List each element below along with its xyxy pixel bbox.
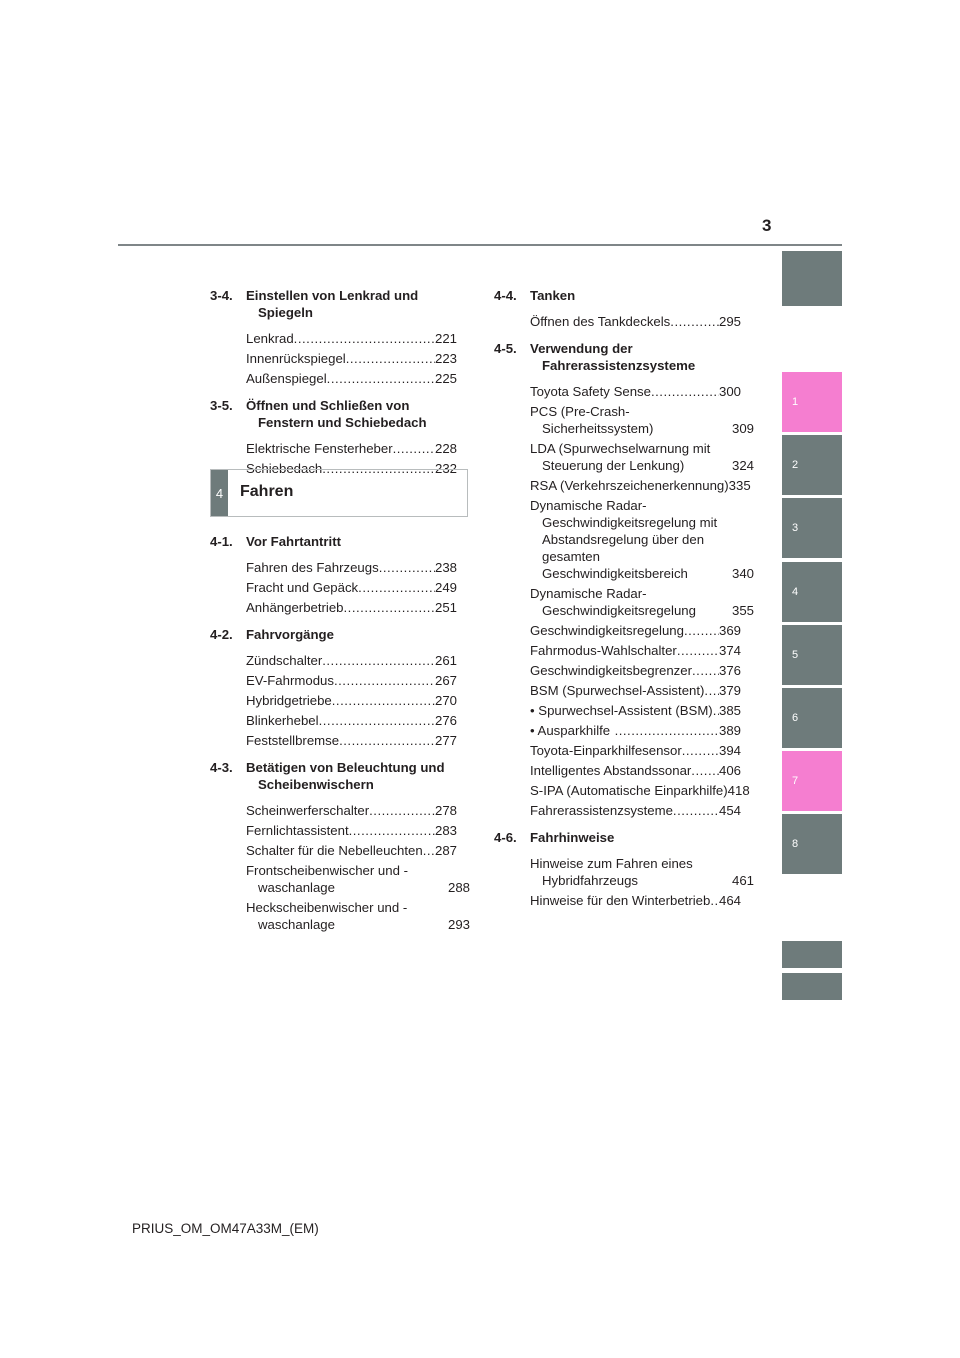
toc-entry[interactable] bbox=[530, 477, 751, 494]
toc-entry[interactable] bbox=[530, 313, 741, 330]
toc-entry-label: Frontscheibenwischer und -waschanlage bbox=[246, 863, 408, 895]
dot-leader bbox=[615, 722, 719, 739]
dot-leader bbox=[677, 642, 719, 659]
chapter-tab-7[interactable] bbox=[782, 751, 842, 811]
dot-leader bbox=[327, 370, 435, 387]
toc-entry-label: Geschwindigkeitsregelung bbox=[530, 623, 684, 638]
toc-entry-page: 355 bbox=[732, 603, 755, 618]
toc-entry[interactable] bbox=[246, 692, 457, 709]
toc-entry[interactable] bbox=[246, 732, 457, 749]
toc-entry-page: 221 bbox=[434, 331, 457, 346]
toc-entry-label: Fahren des Fahrzeugs bbox=[246, 560, 379, 575]
toc-entry-page: 461 bbox=[732, 873, 755, 888]
dot-leader bbox=[294, 330, 435, 347]
toc-entry-page: 293 bbox=[448, 917, 471, 932]
toc-entry-page: 251 bbox=[434, 600, 457, 615]
toc-entry-label: Hybridgetriebe bbox=[246, 693, 332, 708]
dot-leader bbox=[393, 440, 435, 457]
toc-entry-page: 389 bbox=[718, 723, 741, 738]
section-number: 4-3. bbox=[210, 760, 233, 775]
chapter-tab-blank-9[interactable] bbox=[782, 941, 842, 968]
toc-entry-page: 394 bbox=[718, 743, 741, 758]
chapter-tab-3[interactable] bbox=[782, 498, 842, 558]
toc-entry[interactable] bbox=[530, 762, 741, 779]
toc-entry[interactable] bbox=[530, 782, 750, 799]
toc-entry-label: Fracht und Gepäck bbox=[246, 580, 359, 595]
toc-entry[interactable] bbox=[530, 722, 741, 739]
toc-entry-page: 300 bbox=[718, 384, 741, 399]
toc-entry[interactable] bbox=[530, 892, 741, 909]
dot-leader bbox=[651, 383, 719, 400]
chapter-tab-label: 4 bbox=[792, 586, 799, 598]
chapter-tab-label: 5 bbox=[792, 649, 799, 661]
toc-entry[interactable] bbox=[530, 642, 741, 659]
section-title: Betätigen von Beleuchtung und Scheibenwischern bbox=[246, 760, 445, 792]
section-title: Einstellen von Lenkrad und Spiegeln bbox=[246, 288, 419, 320]
toc-entry[interactable] bbox=[246, 559, 457, 576]
toc-entry-page: 335 bbox=[728, 478, 751, 493]
toc-entry-page: 276 bbox=[434, 713, 457, 728]
toc-entry-label: Fahrerassistenzsysteme bbox=[530, 803, 673, 818]
chapter-tab-blank-10[interactable] bbox=[782, 973, 842, 1000]
toc-section-heading bbox=[210, 287, 457, 321]
dot-leader bbox=[682, 742, 719, 759]
chapter-title: Fahren bbox=[240, 483, 294, 500]
chapter-tab-blank-0[interactable] bbox=[782, 251, 842, 306]
toc-section-heading bbox=[494, 287, 741, 304]
chapter-tab-1[interactable] bbox=[782, 372, 842, 432]
chapter-tab-label: 2 bbox=[792, 459, 799, 471]
toc-entry-label: • Spurwechsel-Assistent (BSM) bbox=[530, 703, 713, 718]
page-number: 3 bbox=[762, 216, 772, 235]
toc-entry-page: 418 bbox=[727, 783, 750, 798]
footer-document-code: PRIUS_OM_OM47A33M_(EM) bbox=[132, 1221, 319, 1236]
toc-left-top bbox=[210, 287, 457, 487]
dot-leader bbox=[319, 712, 435, 729]
dot-leader bbox=[346, 350, 435, 367]
toc-entry-page: 464 bbox=[718, 893, 741, 908]
toc-entry[interactable] bbox=[530, 622, 741, 639]
toc-entry-label: Geschwindigkeitsbegrenzer bbox=[530, 663, 692, 678]
toc-entry[interactable] bbox=[246, 370, 457, 387]
dot-leader bbox=[358, 579, 435, 596]
toc-entry-label: Dynamische Radar-Geschwindigkeitsregelung bbox=[530, 586, 696, 618]
chapter-tab-5[interactable] bbox=[782, 625, 842, 685]
toc-entry-page: 309 bbox=[732, 421, 755, 436]
toc-entry-label: RSA (Verkehrszeichenerkennung) bbox=[530, 478, 729, 493]
toc-entry-page: 267 bbox=[434, 673, 457, 688]
toc-entry-page: 288 bbox=[448, 880, 471, 895]
toc-entry[interactable] bbox=[246, 350, 457, 367]
section-title: Tanken bbox=[530, 288, 576, 303]
dot-leader bbox=[339, 732, 435, 749]
toc-entry[interactable] bbox=[530, 383, 741, 400]
dot-leader bbox=[344, 599, 435, 616]
toc-entry-page: 406 bbox=[718, 763, 741, 778]
toc-entry-label: Außenspiegel bbox=[246, 371, 327, 386]
section-title: Vor Fahrtantritt bbox=[246, 534, 341, 549]
chapter-tab-label: 7 bbox=[792, 775, 799, 787]
toc-entry-page: 270 bbox=[434, 693, 457, 708]
section-number: 4-5. bbox=[494, 341, 517, 356]
toc-section-heading bbox=[210, 533, 457, 550]
toc-entry-label: BSM (Spurwechsel-Assistent) bbox=[530, 683, 705, 698]
toc-entry[interactable] bbox=[246, 672, 457, 689]
toc-entry-page: 283 bbox=[434, 823, 457, 838]
toc-entry-label: Lenkrad bbox=[246, 331, 294, 346]
toc-entry-label: Dynamische Radar-Geschwindigkeitsregelung mit Abstandsregelung über den gesamten Geschwindigkeitsbereich bbox=[530, 498, 718, 581]
toc-entry[interactable] bbox=[530, 682, 741, 699]
toc-entry-label: Öffnen des Tankdeckels bbox=[530, 314, 671, 329]
toc-section-heading bbox=[210, 759, 457, 793]
dot-leader bbox=[379, 559, 435, 576]
toc-entry-label: Zündschalter bbox=[246, 653, 323, 668]
toc-entry-page: 277 bbox=[434, 733, 457, 748]
chapter-tab-label: 6 bbox=[792, 712, 799, 724]
toc-entry-label: Elektrische Fensterheber bbox=[246, 441, 393, 456]
toc-entry[interactable] bbox=[246, 822, 457, 839]
toc-entry-label: Schiebedach bbox=[246, 461, 323, 476]
chapter-tab-4[interactable] bbox=[782, 562, 842, 622]
chapter-tab-label: 1 bbox=[792, 396, 799, 408]
toc-left-bottom bbox=[210, 533, 471, 943]
toc-entry-page: 249 bbox=[434, 580, 457, 595]
section-number: 3-4. bbox=[210, 288, 233, 303]
dot-leader bbox=[691, 762, 719, 779]
dot-leader bbox=[673, 802, 719, 819]
toc-entry-page: 376 bbox=[718, 663, 741, 678]
toc-entry-label: Intelligentes Abstandssonar bbox=[530, 763, 692, 778]
toc-entry-page: 225 bbox=[434, 371, 457, 386]
toc-section-heading bbox=[494, 340, 741, 374]
toc-entry[interactable] bbox=[246, 802, 457, 819]
section-title: Verwendung der Fahrerassistenzsysteme bbox=[530, 341, 696, 373]
toc-entry-page: 374 bbox=[718, 643, 741, 658]
toc-entry-label: Anhängerbetrieb bbox=[246, 600, 344, 615]
toc-entry-label: Hinweise zum Fahren eines Hybridfahrzeugs bbox=[530, 856, 693, 888]
dot-leader bbox=[692, 662, 719, 679]
section-number: 4-6. bbox=[494, 830, 517, 845]
toc-entry-label: Toyota-Einparkhilfesensor bbox=[530, 743, 682, 758]
chapter-tab-label: 8 bbox=[792, 838, 799, 850]
toc-entry[interactable] bbox=[530, 742, 741, 759]
toc-entry-label: Scheinwerferschalter bbox=[246, 803, 370, 818]
toc-entry-page: 379 bbox=[718, 683, 741, 698]
dot-leader bbox=[423, 842, 435, 859]
toc-entry-page: 238 bbox=[434, 560, 457, 575]
toc-entry[interactable] bbox=[246, 899, 471, 933]
toc-section-heading bbox=[210, 397, 457, 431]
toc-right bbox=[494, 287, 755, 919]
header-rule bbox=[118, 244, 842, 246]
toc-entry[interactable] bbox=[246, 862, 471, 896]
toc-entry-label: Schalter für die Nebelleuchten bbox=[246, 843, 423, 858]
toc-entry-page: 261 bbox=[434, 653, 457, 668]
toc-entry[interactable] bbox=[530, 440, 755, 474]
dot-leader bbox=[704, 682, 719, 699]
toc-entry[interactable] bbox=[530, 403, 755, 437]
toc-entry[interactable] bbox=[246, 440, 457, 457]
section-number: 3-5. bbox=[210, 398, 233, 413]
toc-entry[interactable] bbox=[530, 497, 755, 582]
toc-entry-page: 454 bbox=[718, 803, 741, 818]
chapter-tab-6[interactable] bbox=[782, 688, 842, 748]
toc-entry[interactable] bbox=[246, 652, 457, 669]
dot-leader bbox=[369, 802, 435, 819]
dot-leader bbox=[334, 672, 435, 689]
toc-entry-page: 278 bbox=[434, 803, 457, 818]
section-number: 4-2. bbox=[210, 627, 233, 642]
toc-entry-page: 324 bbox=[732, 458, 755, 473]
chapter-tab-2[interactable] bbox=[782, 435, 842, 495]
toc-entry[interactable] bbox=[530, 585, 755, 619]
toc-entry-label: • Ausparkhilfe bbox=[530, 723, 611, 738]
toc-entry-label: S-IPA (Automatische Einparkhilfe) bbox=[530, 783, 728, 798]
toc-entry-label: Toyota Safety Sense bbox=[530, 384, 651, 399]
toc-section-heading bbox=[494, 829, 741, 846]
chapter-tab-8[interactable] bbox=[782, 814, 842, 874]
toc-entry-page: 232 bbox=[434, 461, 457, 476]
toc-entry[interactable] bbox=[246, 712, 457, 729]
toc-entry-label: PCS (Pre-Crash-Sicherheitssystem) bbox=[530, 404, 654, 436]
section-title: Fahrhinweise bbox=[530, 830, 615, 845]
toc-entry-page: 369 bbox=[718, 623, 741, 638]
toc-entry[interactable] bbox=[530, 662, 741, 679]
section-title: Fahrvorgänge bbox=[246, 627, 334, 642]
section-title: Öffnen und Schließen von Fenstern und Schiebedach bbox=[246, 398, 427, 430]
chapter-number: 4 bbox=[211, 470, 228, 516]
toc-entry-label: Feststellbremse bbox=[246, 733, 340, 748]
toc-entry[interactable] bbox=[246, 842, 457, 859]
toc-entry[interactable] bbox=[246, 330, 457, 347]
dot-leader bbox=[332, 692, 435, 709]
toc-entry-page: 287 bbox=[434, 843, 457, 858]
toc-entry[interactable] bbox=[530, 855, 755, 889]
toc-entry-label: Fernlichtassistent bbox=[246, 823, 349, 838]
toc-entry-page: 223 bbox=[434, 351, 457, 366]
chapter-header bbox=[210, 469, 468, 517]
toc-entry-label: Heckscheibenwischer und -waschanlage bbox=[246, 900, 408, 932]
dot-leader bbox=[670, 313, 719, 330]
toc-entry-page: 340 bbox=[732, 566, 755, 581]
toc-entry-label: Fahrmodus-Wahlschalter bbox=[530, 643, 677, 658]
dot-leader bbox=[710, 892, 719, 909]
toc-entry-label: EV-Fahrmodus bbox=[246, 673, 334, 688]
dot-leader bbox=[349, 822, 435, 839]
toc-entry[interactable] bbox=[246, 579, 457, 596]
toc-entry[interactable] bbox=[246, 599, 457, 616]
toc-entry-label: Innenrückspiegel bbox=[246, 351, 346, 366]
toc-entry-page: 295 bbox=[718, 314, 741, 329]
toc-entry-label: Hinweise für den Winterbetrieb bbox=[530, 893, 711, 908]
toc-entry[interactable] bbox=[530, 802, 741, 819]
toc-entry-label: Blinkerhebel bbox=[246, 713, 319, 728]
section-number: 4-1. bbox=[210, 534, 233, 549]
toc-entry[interactable] bbox=[530, 702, 741, 719]
chapter-tab-label: 3 bbox=[792, 522, 799, 534]
dot-leader bbox=[322, 652, 435, 669]
toc-entry-page: 228 bbox=[434, 441, 457, 456]
toc-entry-label: LDA (Spurwechselwarnung mit Steuerung der Lenkung) bbox=[530, 441, 711, 473]
toc-section-heading bbox=[210, 626, 457, 643]
toc-entry-page: 385 bbox=[718, 703, 741, 718]
dot-leader bbox=[684, 622, 719, 639]
section-number: 4-4. bbox=[494, 288, 517, 303]
